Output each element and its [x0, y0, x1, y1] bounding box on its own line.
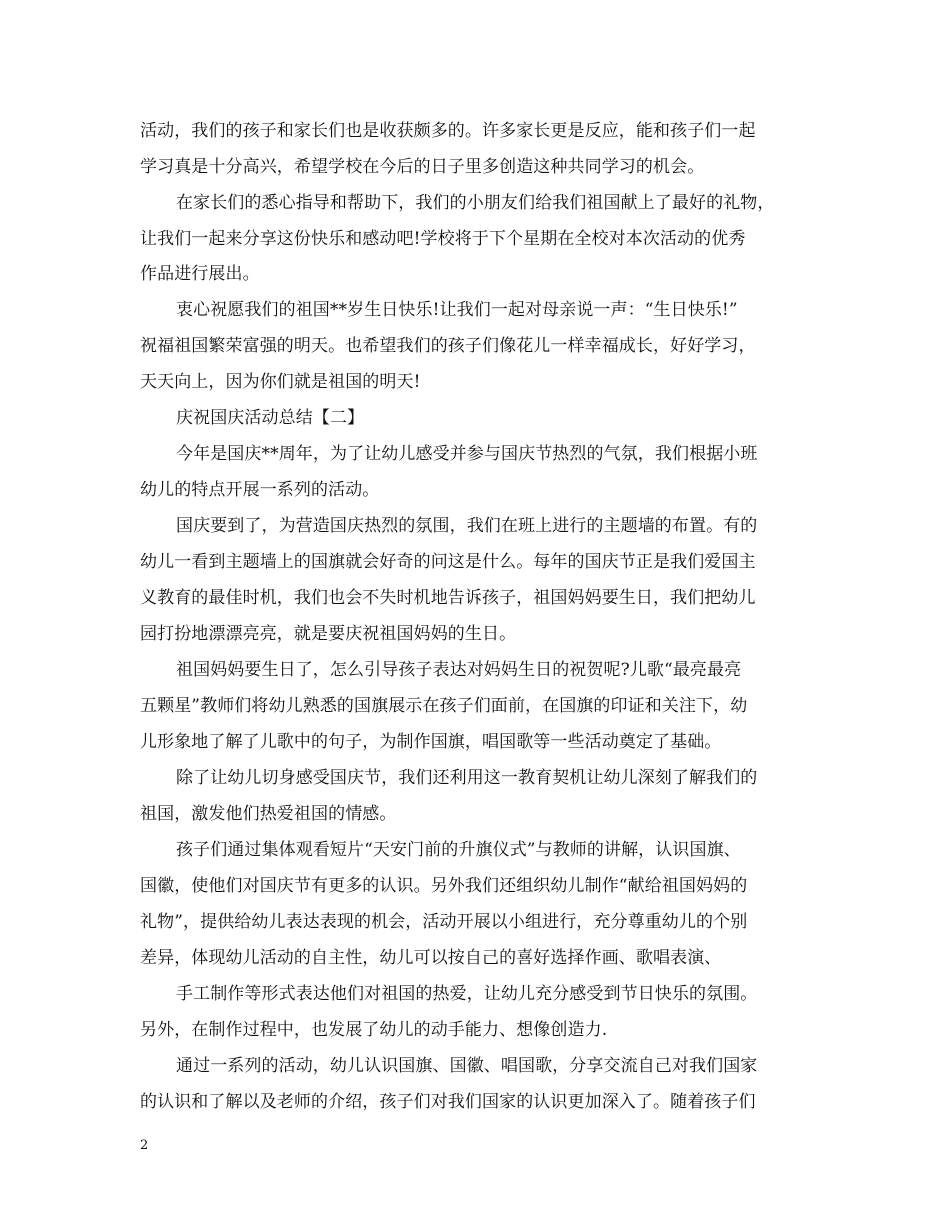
text-line: 幼儿的特点开展一系列的活动。 [140, 480, 380, 500]
text-line: 的认识和了解以及老师的介绍，孩子们对我们国家的认识更加深入了。随着孩子们 [140, 1092, 756, 1112]
text-line: 祝福祖国繁荣富强的明天。也希望我们的孩子们像花儿一样幸福成长，好好学习， [140, 336, 756, 356]
text-line: 国徽，使他们对国庆节有更多的认识。另外我们还组织幼儿制作“献给祖国妈妈的 [140, 876, 748, 896]
text-line: 祖国，激发他们热爱祖国的情感。 [140, 804, 397, 824]
page-number: 2 [140, 1138, 149, 1153]
paragraph-start-line: 在家长们的悉心指导和帮助下，我们的小朋友们给我们祖国献上了最好的礼物， [176, 193, 775, 213]
paragraph-start-line: 孩子们通过集体观看短片“天安门前的升旗仪式”与教师的讲解，认识国旗、 [176, 840, 741, 860]
text-line: 让我们一起来分享这份快乐和感动吧!学校将于下个星期在全校对本次活动的优秀 [140, 229, 746, 249]
text-line: 儿形象地了解了儿歌中的句子，为制作国旗，唱国歌等一些活动奠定了基础。 [140, 732, 722, 752]
text-line: 学习真是十分高兴，希望学校在今后的日子里多创造这种共同学习的机会。 [140, 157, 705, 177]
section-heading: 庆祝国庆活动总结【二】 [176, 408, 365, 428]
paragraph-start-line: 祖国妈妈要生日了，怎么引导孩子表达对妈妈生日的祝贺呢?儿歌“最亮最亮 [176, 660, 742, 680]
text-line: 幼儿一看到主题墙上的国旗就会好奇的问这是什么。每年的国庆节正是我们爱国主 [140, 552, 756, 572]
text-line: 义教育的最佳时机，我们也会不失时机地告诉孩子，祖国妈妈要生日，我们把幼儿 [140, 588, 756, 608]
text-line: 园打扮地漂漂亮亮，就是要庆祝祖国妈妈的生日。 [140, 624, 517, 644]
text-line: 五颗星”教师们将幼儿熟悉的国旗展示在孩子们面前，在国旗的印证和关注下，幼 [140, 696, 748, 716]
paragraph-start-line: 衷心祝愿我们的祖国**岁生日快乐!让我们一起对母亲说一声：“生日快乐!” [176, 300, 738, 320]
text-line: 另外，在制作过程中，也发展了幼儿的动手能力、想像创造力. [140, 1020, 608, 1040]
paragraph-start-line: 今年是国庆**周年，为了让幼儿感受并参与国庆节热烈的气氛，我们根据小班 [176, 444, 758, 464]
paragraph-start-line: 通过一系列的活动，幼儿认识国旗、国徽、唱国歌，分享交流自己对我们国家 [176, 1056, 758, 1076]
paragraph-start-line: 除了让幼儿切身感受国庆节，我们还利用这一教育契机让幼儿深刻了解我们的 [176, 768, 758, 788]
text-line: 活动，我们的孩子和家长们也是收获颇多的。许多家长更是反应，能和孩子们一起 [140, 121, 756, 141]
paragraph-start-line: 国庆要到了，为营造国庆热烈的氛围，我们在班上进行的主题墙的布置。有的 [176, 516, 758, 536]
text-line: 天天向上，因为你们就是祖国的明天! [140, 372, 421, 392]
text-line: 差异，体现幼儿活动的自主性，幼儿可以按自己的喜好选择作画、歌唱表演、 [140, 948, 722, 968]
text-line: 作品进行展出。 [140, 264, 260, 284]
paragraph-start-line: 手工制作等形式表达他们对祖国的热爱，让幼儿充分感受到节日快乐的氛围。 [176, 984, 758, 1004]
text-line: 礼物”，提供给幼儿表达表现的机会，活动开展以小组进行，充分尊重幼儿的个别 [140, 912, 748, 932]
